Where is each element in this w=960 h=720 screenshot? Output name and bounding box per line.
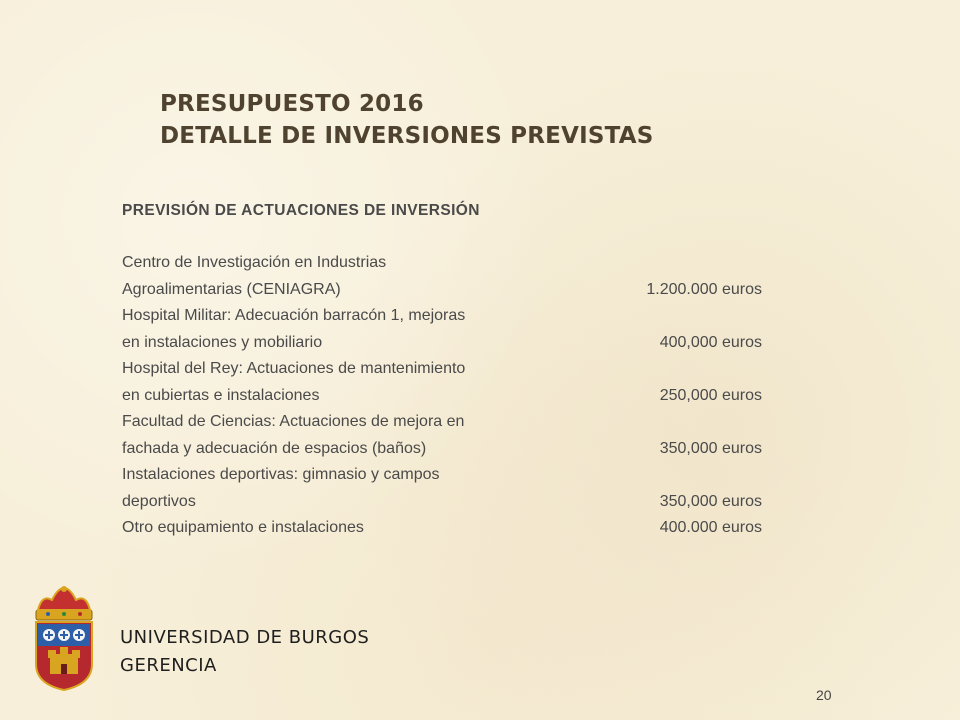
item-desc-line: Hospital Militar: Adecuación barracón 1, mejoras (122, 307, 466, 324)
page-number: 20 (816, 687, 832, 703)
item-desc-line: fachada y adecuación de espacios (baños) (122, 439, 427, 457)
university-name: UNIVERSIDAD DE BURGOS (120, 627, 370, 648)
title-line-1: PRESUPUESTO 2016 (160, 91, 424, 117)
list-item (122, 409, 762, 462)
item-desc-line: Agroalimentarias (CENIAGRA) (122, 280, 341, 298)
list-item (122, 515, 762, 542)
item-desc-line: Instalaciones deportivas: gimnasio y campos (122, 466, 440, 483)
list-item (122, 462, 762, 515)
item-desc-line: Centro de Investigación en Industrias (122, 254, 387, 271)
list-item (122, 303, 762, 356)
list-item (122, 250, 762, 303)
item-amount: 350,000 euros (659, 439, 762, 457)
institution-footer (120, 624, 369, 680)
slide-title (160, 88, 653, 152)
item-desc-line: en cubiertas e instalaciones (122, 386, 320, 404)
title-line-2: DETALLE DE INVERSIONES PREVISTAS (160, 123, 654, 149)
university-crest-icon (28, 584, 100, 694)
item-desc-line: en instalaciones y mobiliario (122, 333, 323, 351)
list-item (122, 356, 762, 409)
item-amount: 400.000 euros (659, 519, 762, 536)
item-amount: 250,000 euros (659, 386, 762, 404)
section-subtitle: PREVISIÓN DE ACTUACIONES DE INVERSIÓN (122, 202, 480, 219)
item-desc-line: deportivos (122, 492, 196, 510)
item-amount: 1.200.000 euros (646, 280, 762, 298)
item-amount: 400,000 euros (659, 333, 762, 351)
item-desc-line: Hospital del Rey: Actuaciones de mantenimiento (122, 360, 466, 377)
item-amount: 350,000 euros (659, 492, 762, 510)
investment-list (122, 250, 762, 542)
item-desc-line: Otro equipamiento e instalaciones (122, 519, 364, 536)
item-desc-line: Facultad de Ciencias: Actuaciones de mejora en (122, 413, 465, 430)
department-name: GERENCIA (120, 655, 217, 676)
